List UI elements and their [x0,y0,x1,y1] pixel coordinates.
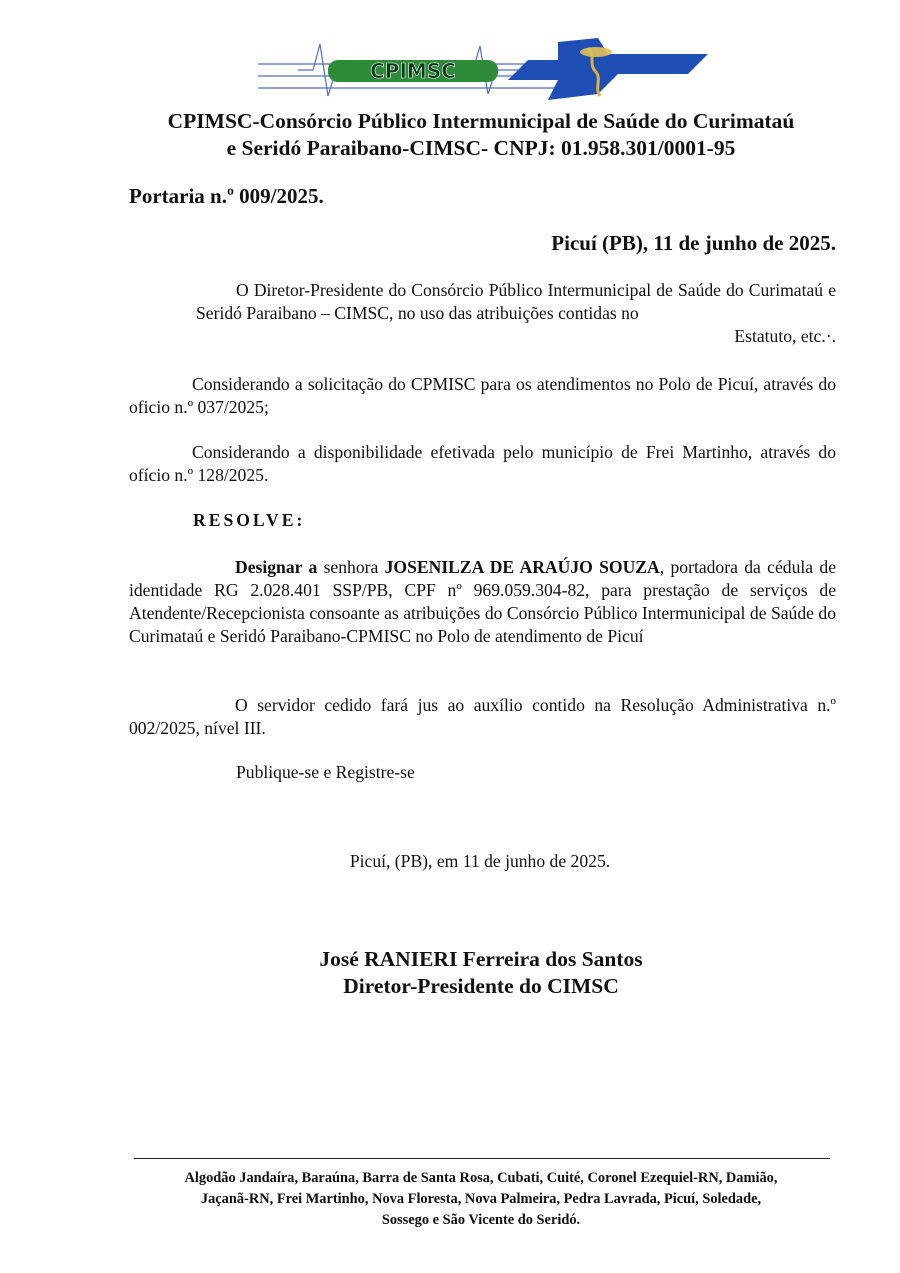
footer-municipalities [120,1168,842,1231]
footer-divider [134,1158,830,1159]
designation-paragraph [129,556,836,648]
designar-mid: senhora [317,557,385,577]
intro-text: O Diretor-Presidente do Consórcio Público Intermunicipal de Saúde do Curimataú e Seridó Paraibano – CIMSC, no uso das atribuições contidas no [196,280,836,323]
header-line-1: CPIMSC-Consórcio Público Intermunicipal de Saúde do Curimataú [167,109,795,133]
organization-header [100,108,862,162]
considerando-1: Considerando a solicitação do CPMISC para os atendimentos no Polo de Picuí, através do oficio n.º 037/2025; [129,374,836,417]
cpimsc-logo [258,34,708,106]
signatory-role: Diretor-Presidente do CIMSC [343,974,619,998]
header-line-2: e Seridó Paraibano-CIMSC- CNPJ: 01.958.301/0001-95 [226,136,736,160]
closing-date: Picuí, (PB), em 11 de junho de 2025. [349,851,611,871]
considerando-2: Considerando a disponibilidade efetivada pelo município de Frei Martinho, através do ofício n.º 128/2025. [129,442,836,485]
designee-name: JOSENILZA DE ARAÚJO SOUZA [384,557,660,577]
intro-paragraph [196,279,836,348]
publique-line: Publique-se e Registre-se [236,762,415,782]
signatory-name: José RANIERI Ferreira dos Santos [319,947,643,971]
footer-line-1: Algodão Jandaíra, Baraúna, Barra de Santa Rosa, Cubati, Cuité, Coronel Ezequiel-RN, Damião, [184,1170,778,1186]
document-date: Picuí (PB), 11 de junho de 2025. [551,231,836,255]
intro-last-line: Estatuto, etc.·. [734,326,836,346]
resolve-heading: RESOLVE: [193,510,306,530]
portaria-number: Portaria n.º 009/2025. [129,184,324,208]
servidor-paragraph: O servidor cedido fará jus ao auxílio contido na Resolução Administrativa n.º 002/2025, nível III. [129,695,836,738]
footer-line-2: Jaçanã-RN, Frei Martinho, Nova Floresta, Nova Palmeira, Pedra Lavrada, Picuí, Soledade, [200,1191,762,1207]
designar-rest: , portadora da cédula de identidade RG 2.028.401 SSP/PB, CPF nº 969.059.304-82, para prestação de serviços de Atendente/Recepcionista consoante as atribuições do Consórcio Público Intermunicipal de Saúde do Curimataú e Seridó Paraibano-CPMISC no Polo de atendimento de Picuí [129,557,837,646]
designar-lead: Designar a [235,557,318,577]
signature-block [0,946,900,1000]
footer-line-3: Sossego e São Vicente do Seridó. [381,1212,581,1228]
logo-text: CPIMSC [370,59,456,83]
